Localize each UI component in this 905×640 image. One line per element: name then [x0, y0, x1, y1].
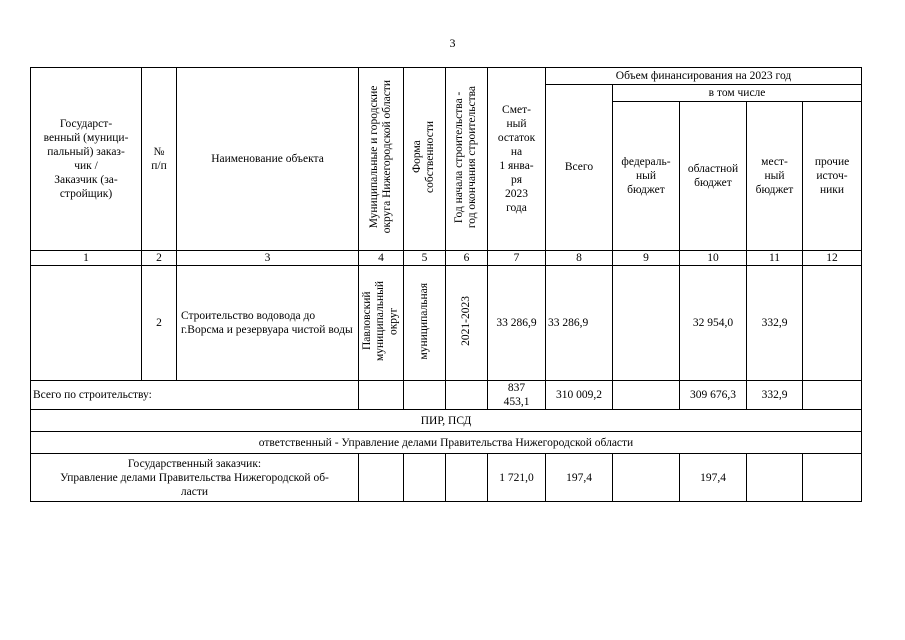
- col-num: 7: [488, 251, 546, 266]
- col-num: 8: [546, 251, 613, 266]
- header-estimated-balance: Смет- ный остаток на 1 янва- ря 2023 года: [488, 68, 546, 251]
- customer-federal: [613, 454, 680, 502]
- total-row: [31, 381, 862, 410]
- col-num: 6: [446, 251, 488, 266]
- header-other: прочие источ- ники: [803, 102, 862, 251]
- customer-regional: 197,4: [680, 454, 747, 502]
- cell-estimated-balance: 33 286,9: [488, 266, 546, 381]
- cell-object-name: Строительство водовода до г.Ворсма и резервуара чистой воды: [177, 266, 359, 381]
- header-federal: федераль- ный бюджет: [613, 102, 680, 251]
- header-total: Всего: [546, 85, 613, 251]
- total-total: 310 009,2: [546, 381, 613, 410]
- header-number: № п/п: [142, 68, 177, 251]
- col-num: 1: [31, 251, 142, 266]
- table-row: [31, 266, 862, 381]
- total-estimated-balance: 837 453,1: [488, 381, 546, 410]
- header-customer: Государст- венный (муници- пальный) заказ- чик / Заказчик (за- стройщик): [31, 68, 142, 251]
- responsible-line: ответственный - Управление делами Правительства Нижегородской области: [31, 432, 862, 454]
- col-num: 12: [803, 251, 862, 266]
- total-regional: 309 676,3: [680, 381, 747, 410]
- col-num: 2: [142, 251, 177, 266]
- col-num: 4: [359, 251, 404, 266]
- customer-row: [31, 454, 862, 502]
- col-num: 3: [177, 251, 359, 266]
- col-num: 11: [747, 251, 803, 266]
- total-federal: [613, 381, 680, 410]
- customer-local: [747, 454, 803, 502]
- cell-customer: [31, 266, 142, 381]
- header-object-name: Наименование объекта: [177, 68, 359, 251]
- header-financing-title: Объем финансирования на 2023 год: [546, 68, 862, 85]
- cell-number: 2: [142, 266, 177, 381]
- cell-empty: [359, 381, 404, 410]
- cell-years: 2021-2023: [446, 266, 488, 381]
- cell-other: [803, 266, 862, 381]
- cell-empty: [446, 454, 488, 502]
- total-other: [803, 381, 862, 410]
- cell-empty: [404, 454, 446, 502]
- header-municipality: Муниципальные и городские округа Нижегородской области: [359, 68, 404, 251]
- header-ownership: Форма собственности: [404, 68, 446, 251]
- header-years: Год начала строительства - год окончания строительства: [446, 68, 488, 251]
- col-num: 10: [680, 251, 747, 266]
- cell-empty: [359, 454, 404, 502]
- customer-other: [803, 454, 862, 502]
- cell-local: 332,9: [747, 266, 803, 381]
- header-regional: областной бюджет: [680, 102, 747, 251]
- financing-table: [30, 67, 862, 502]
- page-number: 3: [449, 36, 456, 50]
- cell-regional: 32 954,0: [680, 266, 747, 381]
- cell-municipality: Павловский муниципальный округ: [359, 266, 404, 381]
- customer-label: Государственный заказчик: Управление делами Правительства Нижегородской об- ласти: [31, 454, 359, 502]
- col-num: 9: [613, 251, 680, 266]
- col-num: 5: [404, 251, 446, 266]
- cell-empty: [404, 381, 446, 410]
- section-pir: ПИР, ПСД: [31, 410, 862, 432]
- customer-estimated-balance: 1 721,0: [488, 454, 546, 502]
- cell-federal: [613, 266, 680, 381]
- header-local: мест- ный бюджет: [747, 102, 803, 251]
- total-local: 332,9: [747, 381, 803, 410]
- header-including: в том числе: [613, 85, 862, 102]
- column-numbers-row: [31, 251, 862, 266]
- total-label: Всего по строительству:: [31, 381, 359, 410]
- customer-total: 197,4: [546, 454, 613, 502]
- cell-ownership: муниципальная: [404, 266, 446, 381]
- cell-total: 33 286,9: [546, 266, 613, 381]
- cell-empty: [446, 381, 488, 410]
